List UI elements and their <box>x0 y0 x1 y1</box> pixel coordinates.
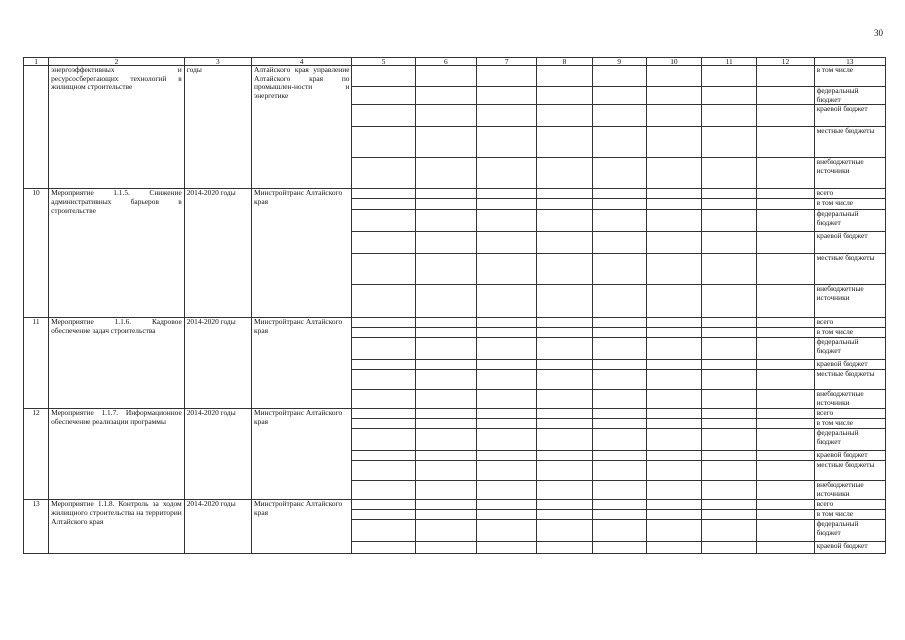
value-cell <box>352 328 415 338</box>
value-cell <box>352 500 415 510</box>
value-cell <box>352 199 415 210</box>
column-header: 10 <box>646 58 701 66</box>
value-cell <box>352 66 415 87</box>
value-cell <box>352 318 415 328</box>
value-cell <box>757 285 814 318</box>
value-cell <box>477 232 537 254</box>
value-cell <box>352 189 415 199</box>
value-cell <box>702 338 757 360</box>
value-cell <box>537 127 592 158</box>
value-cell <box>646 500 701 510</box>
value-cell <box>537 105 592 127</box>
value-cell <box>646 199 701 210</box>
value-cell <box>757 500 814 510</box>
period-cell: 2014-2020 годы <box>184 500 251 554</box>
value-cell <box>477 390 537 409</box>
value-cell <box>646 210 701 232</box>
value-cell <box>646 127 701 158</box>
value-cell <box>646 409 701 419</box>
value-cell <box>592 500 646 510</box>
value-cell <box>702 390 757 409</box>
value-cell <box>757 127 814 158</box>
value-cell <box>415 520 476 542</box>
table-row <box>24 66 886 87</box>
column-header: 11 <box>702 58 757 66</box>
value-cell <box>477 409 537 419</box>
value-cell <box>592 409 646 419</box>
funding-source-cell: местные бюджеты <box>814 370 885 390</box>
value-cell <box>415 232 476 254</box>
value-cell <box>592 105 646 127</box>
value-cell <box>592 370 646 390</box>
value-cell <box>646 360 701 370</box>
value-cell <box>415 66 476 87</box>
funding-source-cell: в том числе <box>814 328 885 338</box>
value-cell <box>757 338 814 360</box>
row-number-cell: 13 <box>24 500 49 554</box>
measure-name-cell: Мероприятие 1.1.7. Информационное обеспечение реализации программы <box>49 409 185 500</box>
funding-source-cell: внебюджетные источники <box>814 158 885 189</box>
value-cell <box>592 189 646 199</box>
value-cell <box>477 500 537 510</box>
value-cell <box>352 390 415 409</box>
value-cell <box>415 285 476 318</box>
value-cell <box>537 210 592 232</box>
value-cell <box>415 328 476 338</box>
funding-source-cell: краевой бюджет <box>814 451 885 461</box>
value-cell <box>702 158 757 189</box>
value-cell <box>415 510 476 520</box>
value-cell <box>757 390 814 409</box>
value-cell <box>757 520 814 542</box>
value-cell <box>537 451 592 461</box>
column-header: 9 <box>592 58 646 66</box>
value-cell <box>702 520 757 542</box>
value-cell <box>592 210 646 232</box>
value-cell <box>415 360 476 370</box>
funding-source-cell: в том числе <box>814 419 885 429</box>
value-cell <box>646 66 701 87</box>
value-cell <box>415 542 476 554</box>
value-cell <box>702 232 757 254</box>
value-cell <box>537 199 592 210</box>
value-cell <box>477 481 537 500</box>
value-cell <box>415 500 476 510</box>
executor-cell: Минстройтранс Алтайского края <box>252 189 352 318</box>
value-cell <box>415 338 476 360</box>
funding-source-cell: местные бюджеты <box>814 254 885 285</box>
page-number: 30 <box>874 28 883 38</box>
value-cell <box>646 328 701 338</box>
value-cell <box>646 461 701 481</box>
value-cell <box>352 158 415 189</box>
funding-source-cell: всего <box>814 500 885 510</box>
value-cell <box>757 370 814 390</box>
column-header: 13 <box>814 58 885 66</box>
row-number-cell <box>24 66 49 189</box>
value-cell <box>757 87 814 105</box>
value-cell <box>592 232 646 254</box>
value-cell <box>352 510 415 520</box>
value-cell <box>646 429 701 451</box>
value-cell <box>537 419 592 429</box>
value-cell <box>352 370 415 390</box>
funding-source-cell: всего <box>814 318 885 328</box>
period-cell: 2014-2020 годы <box>184 318 251 409</box>
measure-name-cell: Мероприятие 1.1.5. Снижение административных барьеров в строительстве <box>49 189 185 318</box>
value-cell <box>757 409 814 419</box>
executor-cell: Минстройтранс Алтайского края <box>252 318 352 409</box>
value-cell <box>592 328 646 338</box>
funding-source-cell: краевой бюджет <box>814 360 885 370</box>
value-cell <box>477 370 537 390</box>
value-cell <box>415 127 476 158</box>
table-row <box>24 409 886 419</box>
value-cell <box>646 542 701 554</box>
value-cell <box>592 542 646 554</box>
value-cell <box>592 158 646 189</box>
value-cell <box>592 461 646 481</box>
value-cell <box>537 461 592 481</box>
table-row <box>24 189 886 199</box>
value-cell <box>592 199 646 210</box>
value-cell <box>646 370 701 390</box>
value-cell <box>352 360 415 370</box>
column-header: 12 <box>757 58 814 66</box>
value-cell <box>537 232 592 254</box>
value-cell <box>646 232 701 254</box>
value-cell <box>415 419 476 429</box>
value-cell <box>592 127 646 158</box>
value-cell <box>537 318 592 328</box>
value-cell <box>415 158 476 189</box>
value-cell <box>702 370 757 390</box>
period-cell: 2014-2020 годы <box>184 189 251 318</box>
value-cell <box>415 199 476 210</box>
funding-source-cell: федеральный бюджет <box>814 429 885 451</box>
funding-source-cell: внебюджетные источники <box>814 285 885 318</box>
value-cell <box>592 318 646 328</box>
value-cell <box>757 461 814 481</box>
value-cell <box>477 419 537 429</box>
value-cell <box>757 542 814 554</box>
funding-source-cell: федеральный бюджет <box>814 87 885 105</box>
value-cell <box>702 500 757 510</box>
row-number-cell: 10 <box>24 189 49 318</box>
value-cell <box>757 199 814 210</box>
value-cell <box>537 429 592 451</box>
value-cell <box>477 510 537 520</box>
value-cell <box>477 328 537 338</box>
value-cell <box>352 210 415 232</box>
value-cell <box>646 189 701 199</box>
table-row <box>24 500 886 510</box>
budget-table <box>23 57 886 554</box>
funding-source-cell: в том числе <box>814 66 885 87</box>
value-cell <box>757 328 814 338</box>
column-header: 1 <box>24 58 49 66</box>
value-cell <box>537 338 592 360</box>
value-cell <box>477 360 537 370</box>
value-cell <box>415 210 476 232</box>
value-cell <box>757 451 814 461</box>
value-cell <box>646 510 701 520</box>
value-cell <box>352 419 415 429</box>
value-cell <box>477 542 537 554</box>
value-cell <box>757 510 814 520</box>
value-cell <box>702 189 757 199</box>
value-cell <box>702 66 757 87</box>
value-cell <box>415 370 476 390</box>
funding-source-cell: внебюджетные источники <box>814 390 885 409</box>
value-cell <box>646 338 701 360</box>
value-cell <box>702 127 757 158</box>
value-cell <box>757 66 814 87</box>
measure-name-cell: Мероприятие 1.1.8. Контроль за ходом жилищного строительства на территории Алтайского края <box>49 500 185 554</box>
funding-source-cell: местные бюджеты <box>814 461 885 481</box>
value-cell <box>352 285 415 318</box>
value-cell <box>702 542 757 554</box>
value-cell <box>415 451 476 461</box>
column-header: 8 <box>537 58 592 66</box>
value-cell <box>477 461 537 481</box>
value-cell <box>757 105 814 127</box>
value-cell <box>415 254 476 285</box>
value-cell <box>537 87 592 105</box>
value-cell <box>477 254 537 285</box>
value-cell <box>757 360 814 370</box>
value-cell <box>415 105 476 127</box>
value-cell <box>352 232 415 254</box>
period-cell: 2014-2020 годы <box>184 409 251 500</box>
value-cell <box>592 419 646 429</box>
value-cell <box>702 87 757 105</box>
value-cell <box>537 542 592 554</box>
value-cell <box>592 520 646 542</box>
value-cell <box>702 510 757 520</box>
value-cell <box>537 370 592 390</box>
value-cell <box>646 87 701 105</box>
value-cell <box>757 232 814 254</box>
value-cell <box>592 87 646 105</box>
value-cell <box>477 338 537 360</box>
value-cell <box>352 429 415 451</box>
value-cell <box>352 481 415 500</box>
value-cell <box>757 189 814 199</box>
funding-source-cell: краевой бюджет <box>814 542 885 554</box>
value-cell <box>352 87 415 105</box>
value-cell <box>415 87 476 105</box>
value-cell <box>646 390 701 409</box>
value-cell <box>646 419 701 429</box>
value-cell <box>646 105 701 127</box>
value-cell <box>757 429 814 451</box>
value-cell <box>415 461 476 481</box>
funding-source-cell: краевой бюджет <box>814 232 885 254</box>
value-cell <box>592 429 646 451</box>
value-cell <box>592 285 646 318</box>
value-cell <box>702 285 757 318</box>
value-cell <box>537 158 592 189</box>
funding-source-cell: всего <box>814 409 885 419</box>
value-cell <box>592 451 646 461</box>
column-header: 7 <box>477 58 537 66</box>
row-number-cell: 11 <box>24 318 49 409</box>
value-cell <box>537 520 592 542</box>
funding-source-cell: в том числе <box>814 199 885 210</box>
value-cell <box>702 451 757 461</box>
value-cell <box>702 199 757 210</box>
value-cell <box>702 419 757 429</box>
value-cell <box>352 461 415 481</box>
executor-cell: Минстройтранс Алтайского края <box>252 409 352 500</box>
value-cell <box>537 500 592 510</box>
value-cell <box>537 254 592 285</box>
funding-source-cell: федеральный бюджет <box>814 210 885 232</box>
value-cell <box>477 199 537 210</box>
value-cell <box>477 285 537 318</box>
value-cell <box>646 254 701 285</box>
funding-source-cell: федеральный бюджет <box>814 338 885 360</box>
column-number-row <box>24 58 886 66</box>
funding-source-cell: всего <box>814 189 885 199</box>
value-cell <box>757 158 814 189</box>
value-cell <box>646 285 701 318</box>
value-cell <box>352 338 415 360</box>
value-cell <box>702 461 757 481</box>
funding-source-cell: внебюджетные источники <box>814 481 885 500</box>
table-row <box>24 318 886 328</box>
value-cell <box>646 520 701 542</box>
value-cell <box>702 318 757 328</box>
value-cell <box>702 409 757 419</box>
value-cell <box>477 429 537 451</box>
value-cell <box>537 66 592 87</box>
period-cell: годы <box>184 66 251 189</box>
value-cell <box>537 189 592 199</box>
column-header: 2 <box>49 58 185 66</box>
value-cell <box>415 189 476 199</box>
value-cell <box>477 318 537 328</box>
measure-name-cell: Мероприятие 1.1.6. Кадровое обеспечение задач строительства <box>49 318 185 409</box>
value-cell <box>757 254 814 285</box>
value-cell <box>592 510 646 520</box>
value-cell <box>477 105 537 127</box>
value-cell <box>592 360 646 370</box>
value-cell <box>757 419 814 429</box>
value-cell <box>592 390 646 409</box>
value-cell <box>646 481 701 500</box>
value-cell <box>646 318 701 328</box>
executor-cell: Минстройтранс Алтайского края <box>252 500 352 554</box>
value-cell <box>352 520 415 542</box>
value-cell <box>592 338 646 360</box>
value-cell <box>477 451 537 461</box>
value-cell <box>477 158 537 189</box>
value-cell <box>352 105 415 127</box>
value-cell <box>537 481 592 500</box>
value-cell <box>757 210 814 232</box>
value-cell <box>537 360 592 370</box>
value-cell <box>415 390 476 409</box>
value-cell <box>537 409 592 419</box>
funding-source-cell: краевой бюджет <box>814 105 885 127</box>
value-cell <box>702 429 757 451</box>
value-cell <box>702 328 757 338</box>
column-header: 4 <box>252 58 352 66</box>
value-cell <box>415 481 476 500</box>
value-cell <box>646 158 701 189</box>
value-cell <box>415 409 476 419</box>
table-body <box>24 66 886 554</box>
measure-name-cell: энергоэффективных и ресурсосберегающих технологий в жилищном строительстве <box>49 66 185 189</box>
value-cell <box>702 254 757 285</box>
value-cell <box>592 66 646 87</box>
column-header: 3 <box>184 58 251 66</box>
value-cell <box>352 127 415 158</box>
value-cell <box>537 390 592 409</box>
value-cell <box>757 318 814 328</box>
value-cell <box>415 429 476 451</box>
funding-source-cell: в том числе <box>814 510 885 520</box>
value-cell <box>477 87 537 105</box>
value-cell <box>352 409 415 419</box>
value-cell <box>702 481 757 500</box>
value-cell <box>477 520 537 542</box>
value-cell <box>592 481 646 500</box>
value-cell <box>702 360 757 370</box>
value-cell <box>415 318 476 328</box>
value-cell <box>757 481 814 500</box>
funding-source-cell: местные бюджеты <box>814 127 885 158</box>
value-cell <box>477 210 537 232</box>
value-cell <box>477 127 537 158</box>
row-number-cell: 12 <box>24 409 49 500</box>
value-cell <box>537 510 592 520</box>
value-cell <box>352 542 415 554</box>
funding-source-cell: федеральный бюджет <box>814 520 885 542</box>
value-cell <box>352 451 415 461</box>
value-cell <box>537 328 592 338</box>
column-header: 6 <box>415 58 476 66</box>
value-cell <box>352 254 415 285</box>
value-cell <box>477 66 537 87</box>
value-cell <box>477 189 537 199</box>
value-cell <box>537 285 592 318</box>
value-cell <box>646 451 701 461</box>
executor-cell: Алтайского края управление Алтайского края по промышлен-ности и энергетике <box>252 66 352 189</box>
value-cell <box>702 105 757 127</box>
column-header: 5 <box>352 58 415 66</box>
value-cell <box>592 254 646 285</box>
value-cell <box>702 210 757 232</box>
